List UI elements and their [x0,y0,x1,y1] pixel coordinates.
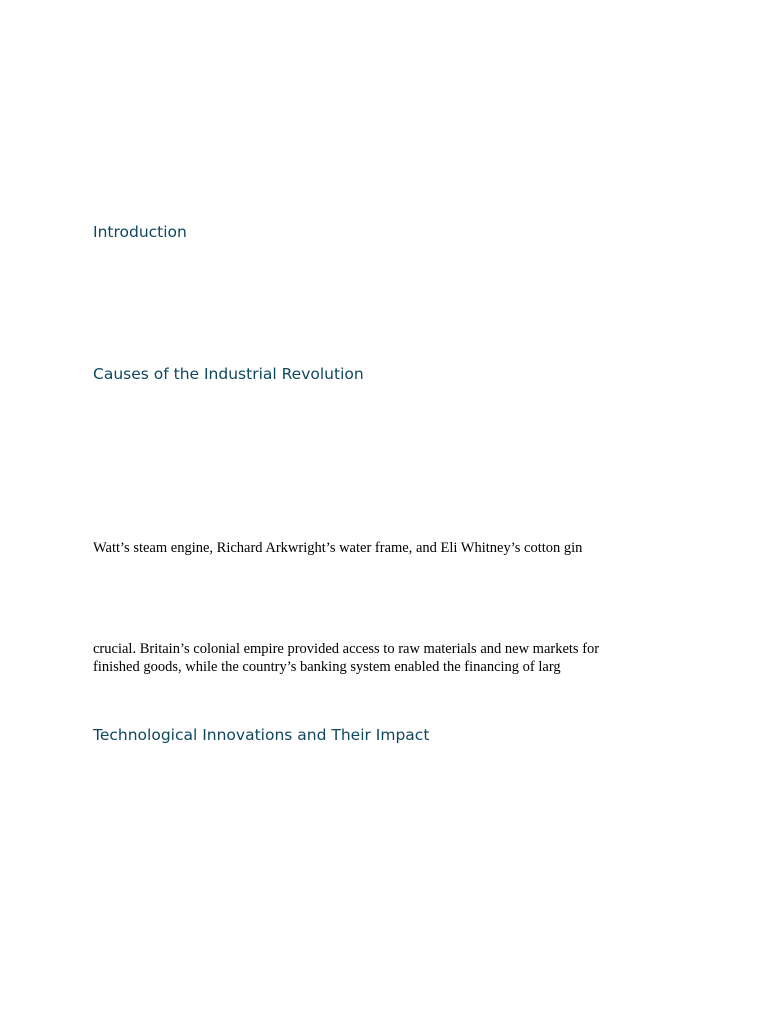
paragraph-fragment-inventions: Watt’s steam engine, Richard Arkwright’s water frame, and Eli Whitney’s cotton gin [93,540,583,556]
paragraph-fragment-colonial-line-2: finished goods, while the country’s banking system enabled the financing of larg [93,659,561,675]
heading-introduction: Introduction [93,223,187,241]
heading-technological-innovations: Technological Innovations and Their Impact [93,726,430,744]
paragraph-fragment-colonial-line-1: crucial. Britain’s colonial empire provided access to raw materials and new markets for [93,641,600,657]
heading-causes: Causes of the Industrial Revolution [93,365,364,383]
